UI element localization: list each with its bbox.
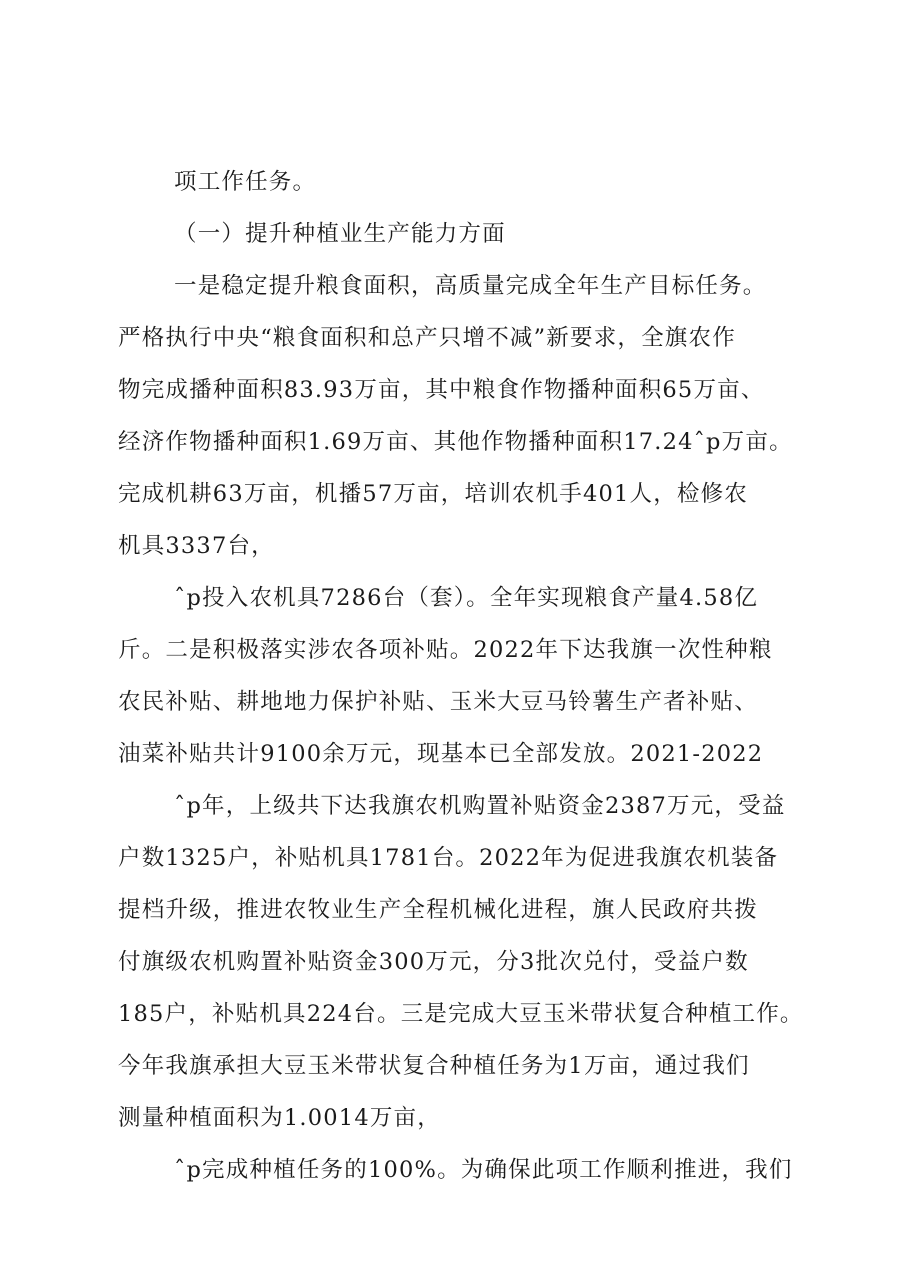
text-line: 项工作任务。 — [174, 169, 317, 195]
text-line: 油菜补贴共计9100余万元，现基本已全部发放。2021-2022 — [118, 741, 764, 767]
text-line: ˆp完成种植任务的100%。为确保此项工作顺利推进，我们 — [174, 1157, 793, 1183]
text-line: ˆp投入农机具7286台（套）。全年实现粮食产量4.58亿 — [174, 585, 759, 611]
text-line: 提档升级，推进农牧业生产全程机械化进程，旗人民政府共拨 — [118, 897, 758, 923]
text-line: 测量种植面积为1.0014万亩， — [118, 1105, 441, 1131]
text-line: 付旗级农机购置补贴资金300万元，分3批次兑付，受益户数 — [118, 949, 749, 975]
text-line: 户数1325户，补贴机具1781台。2022年为促进我旗农机装备 — [118, 845, 779, 871]
text-line: 严格执行中央“粮食面积和总产只增不减”新要求，全旗农作 — [118, 325, 736, 351]
text-line: 物完成播种面积83.93万亩，其中粮食作物播种面积65万亩、 — [118, 377, 765, 403]
text-line: 完成机耕63万亩，机播57万亩，培训农机手401人，检修农 — [118, 481, 749, 507]
text-line: 经济作物播种面积1.69万亩、其他作物播种面积17.24ˆp万亩。 — [118, 429, 793, 455]
text-line: 机具3337台， — [118, 533, 275, 559]
section-heading: （一）提升种植业生产能力方面 — [174, 221, 506, 247]
text-line: 斤。二是积极落实涉农各项补贴。2022年下达我旗一次性种粮 — [118, 637, 773, 663]
text-line: 今年我旗承担大豆玉米带状复合种植任务为1万亩，通过我们 — [118, 1053, 750, 1079]
text-line: 185户，补贴机具224台。三是完成大豆玉米带状复合种植工作。 — [118, 1001, 804, 1027]
text-line: ˆp年，上级共下达我旗农机购置补贴资金2387万元，受益 — [174, 793, 786, 819]
text-line: 一是稳定提升粮食面积，高质量完成全年生产目标任务。 — [174, 273, 767, 299]
text-line: 农民补贴、耕地地力保护补贴、玉米大豆马铃薯生产者补贴、 — [118, 689, 758, 715]
